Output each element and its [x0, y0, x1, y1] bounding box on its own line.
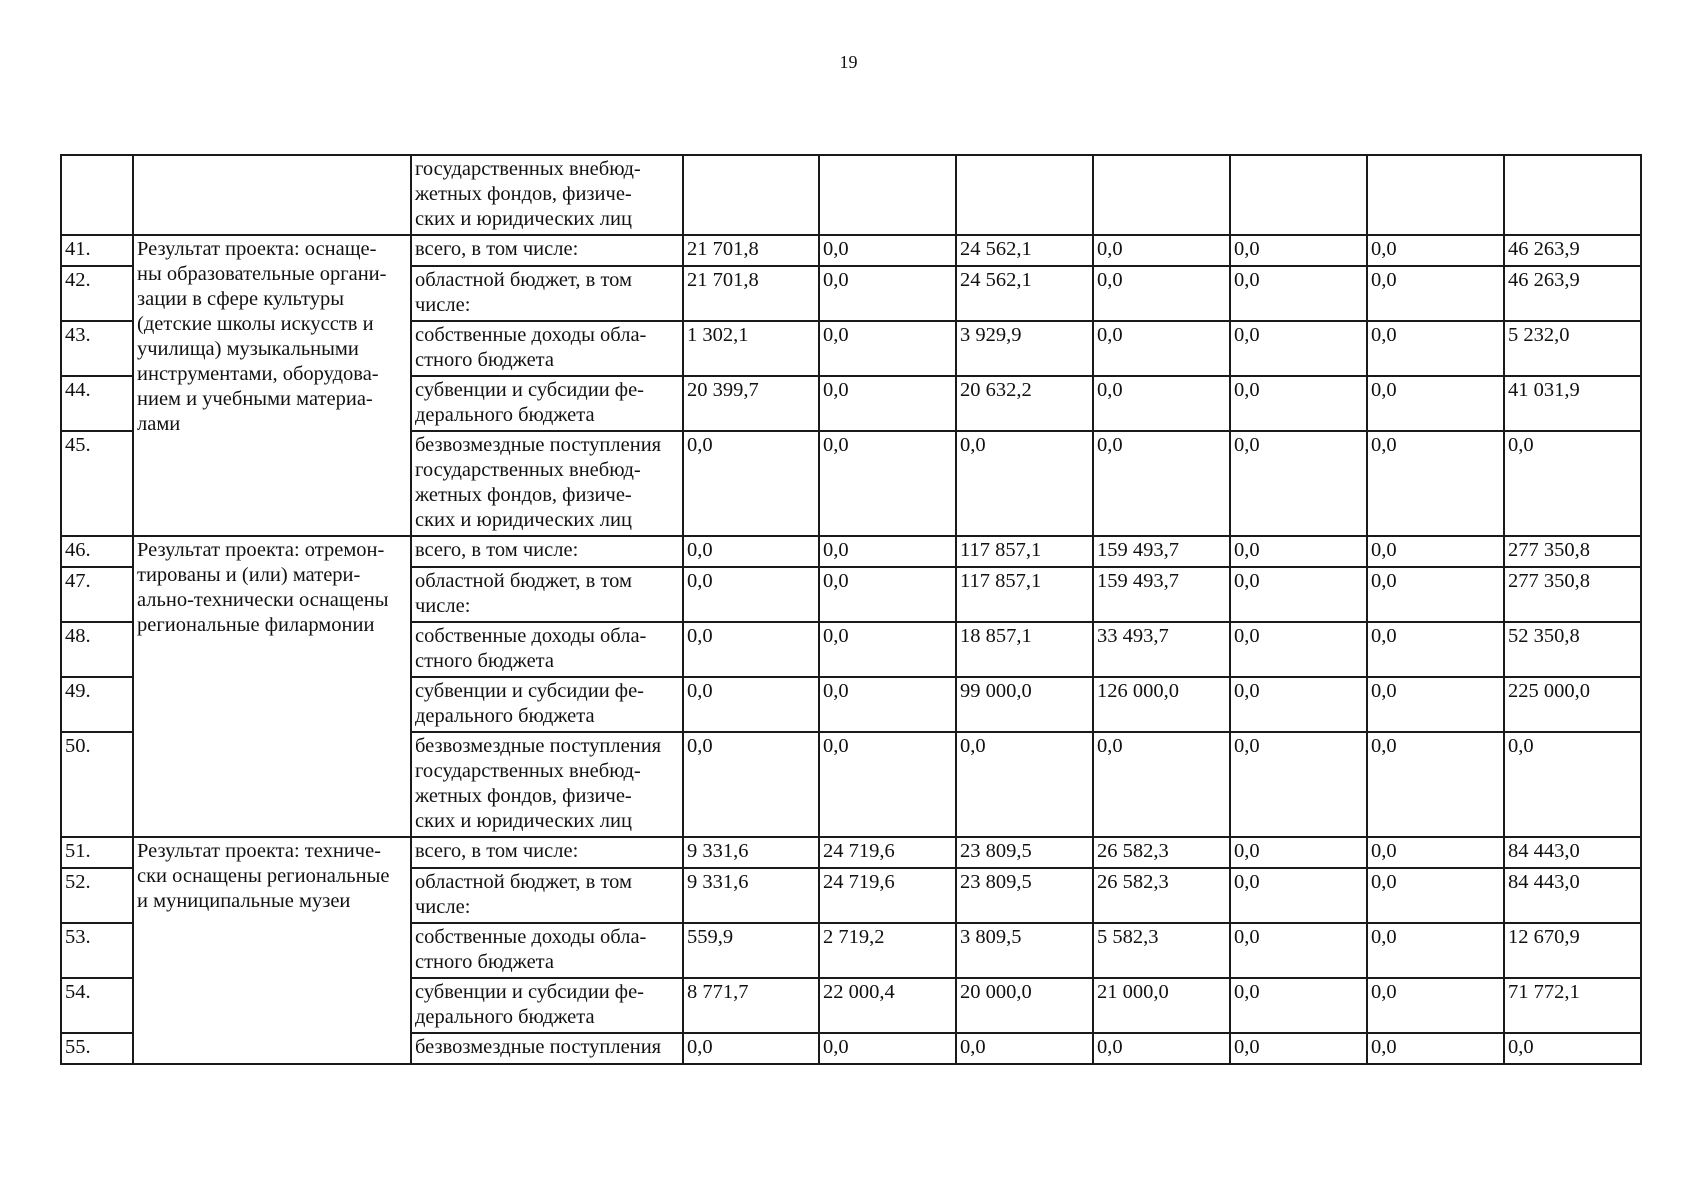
value-cell: 0,0 [1367, 732, 1504, 837]
table-row [61, 837, 1641, 868]
value-cell: 0,0 [1367, 1033, 1504, 1064]
funding-source-cell: всего, в том числе: [411, 235, 683, 266]
row-number-cell: 53. [61, 923, 133, 978]
value-cell: 0,0 [683, 536, 819, 567]
value-cell: 41 031,9 [1504, 376, 1641, 431]
value-cell: 3 809,5 [956, 923, 1093, 978]
value-cell: 0,0 [1367, 235, 1504, 266]
value-cell: 277 350,8 [1504, 536, 1641, 567]
value-cell [1504, 155, 1641, 235]
value-cell: 24 719,6 [819, 868, 956, 923]
row-number-cell: 47. [61, 567, 133, 622]
value-cell: 22 000,4 [819, 978, 956, 1033]
row-number-cell: 44. [61, 376, 133, 431]
value-cell: 0,0 [1504, 732, 1641, 837]
value-cell: 0,0 [1093, 321, 1230, 376]
value-cell: 559,9 [683, 923, 819, 978]
funding-source-cell: безвозмездные поступления государственных внебюд- жетных фондов, физиче- ских и юридических лиц [411, 431, 683, 536]
value-cell: 0,0 [1367, 837, 1504, 868]
table-row [61, 235, 1641, 266]
result-description-cell: Результат проекта: отремон- тированы и (или) матери- ально-технически оснащены региональные филармонии [133, 536, 411, 837]
value-cell: 0,0 [1230, 567, 1367, 622]
value-cell: 0,0 [1230, 1033, 1367, 1064]
value-cell: 0,0 [1367, 677, 1504, 732]
value-cell: 0,0 [1093, 266, 1230, 321]
value-cell: 0,0 [1504, 1033, 1641, 1064]
funding-source-cell: собственные доходы обла- стного бюджета [411, 622, 683, 677]
value-cell: 0,0 [683, 677, 819, 732]
value-cell: 0,0 [683, 431, 819, 536]
value-cell: 0,0 [1367, 622, 1504, 677]
value-cell: 0,0 [956, 732, 1093, 837]
value-cell: 46 263,9 [1504, 235, 1641, 266]
value-cell: 0,0 [956, 431, 1093, 536]
value-cell: 3 929,9 [956, 321, 1093, 376]
value-cell: 21 000,0 [1093, 978, 1230, 1033]
funding-source-cell: областной бюджет, в том числе: [411, 266, 683, 321]
value-cell [819, 155, 956, 235]
value-cell: 8 771,7 [683, 978, 819, 1033]
row-number-cell [61, 155, 133, 235]
value-cell: 0,0 [1093, 431, 1230, 536]
row-number-cell: 49. [61, 677, 133, 732]
value-cell: 0,0 [1230, 677, 1367, 732]
value-cell: 225 000,0 [1504, 677, 1641, 732]
value-cell: 0,0 [1367, 431, 1504, 536]
value-cell: 0,0 [1230, 235, 1367, 266]
value-cell: 21 701,8 [683, 235, 819, 266]
funding-source-cell: безвозмездные поступления государственных внебюд- жетных фондов, физиче- ских и юридических лиц [411, 732, 683, 837]
value-cell: 26 582,3 [1093, 868, 1230, 923]
row-number-cell: 52. [61, 868, 133, 923]
result-description-cell: Результат проекта: оснаще- ны образовательные органи- зации в сфере культуры (детские школы искусств и училища) музыкальными инструментами, оборудова- нием и учебными материа- лами [133, 235, 411, 536]
value-cell: 0,0 [1093, 235, 1230, 266]
row-number-cell: 55. [61, 1033, 133, 1064]
value-cell: 0,0 [1230, 732, 1367, 837]
value-cell: 0,0 [819, 1033, 956, 1064]
value-cell: 0,0 [1230, 978, 1367, 1033]
funding-source-cell: областной бюджет, в том числе: [411, 567, 683, 622]
funding-source-cell: субвенции и субсидии фе- дерального бюджета [411, 376, 683, 431]
row-number-cell: 42. [61, 266, 133, 321]
value-cell: 0,0 [1093, 376, 1230, 431]
row-number-cell: 41. [61, 235, 133, 266]
value-cell: 9 331,6 [683, 837, 819, 868]
value-cell: 46 263,9 [1504, 266, 1641, 321]
value-cell: 21 701,8 [683, 266, 819, 321]
value-cell: 0,0 [1367, 536, 1504, 567]
value-cell: 159 493,7 [1093, 536, 1230, 567]
value-cell: 0,0 [1504, 431, 1641, 536]
value-cell: 0,0 [1367, 567, 1504, 622]
value-cell: 0,0 [819, 536, 956, 567]
funding-source-cell: всего, в том числе: [411, 536, 683, 567]
funding-source-cell: безвозмездные поступления [411, 1033, 683, 1064]
value-cell: 277 350,8 [1504, 567, 1641, 622]
result-description-cell [133, 155, 411, 235]
value-cell: 0,0 [1367, 978, 1504, 1033]
table-row [61, 155, 1641, 235]
value-cell: 26 582,3 [1093, 837, 1230, 868]
table-row [61, 536, 1641, 567]
value-cell: 0,0 [683, 732, 819, 837]
value-cell [683, 155, 819, 235]
value-cell: 5 582,3 [1093, 923, 1230, 978]
value-cell: 9 331,6 [683, 868, 819, 923]
value-cell [1367, 155, 1504, 235]
value-cell: 159 493,7 [1093, 567, 1230, 622]
result-description-cell: Результат проекта: техниче- ски оснащены региональные и муниципальные музеи [133, 837, 411, 1064]
value-cell: 71 772,1 [1504, 978, 1641, 1033]
value-cell [956, 155, 1093, 235]
value-cell: 23 809,5 [956, 868, 1093, 923]
value-cell: 0,0 [819, 567, 956, 622]
row-number-cell: 51. [61, 837, 133, 868]
value-cell: 99 000,0 [956, 677, 1093, 732]
value-cell: 24 562,1 [956, 235, 1093, 266]
funding-source-cell: областной бюджет, в том числе: [411, 868, 683, 923]
value-cell: 52 350,8 [1504, 622, 1641, 677]
value-cell: 0,0 [1230, 266, 1367, 321]
value-cell: 0,0 [1367, 321, 1504, 376]
budget-table [60, 154, 1642, 1065]
value-cell: 18 857,1 [956, 622, 1093, 677]
value-cell: 23 809,5 [956, 837, 1093, 868]
value-cell: 0,0 [1230, 536, 1367, 567]
row-number-cell: 50. [61, 732, 133, 837]
budget-table-body [61, 155, 1641, 1064]
value-cell: 0,0 [1230, 868, 1367, 923]
value-cell: 0,0 [819, 321, 956, 376]
value-cell: 84 443,0 [1504, 868, 1641, 923]
value-cell: 0,0 [1230, 622, 1367, 677]
funding-source-cell: субвенции и субсидии фе- дерального бюджета [411, 677, 683, 732]
value-cell: 0,0 [1367, 868, 1504, 923]
value-cell: 20 399,7 [683, 376, 819, 431]
value-cell: 117 857,1 [956, 536, 1093, 567]
value-cell: 0,0 [819, 732, 956, 837]
funding-source-cell: государственных внебюд- жетных фондов, физиче- ских и юридических лиц [411, 155, 683, 235]
value-cell: 20 632,2 [956, 376, 1093, 431]
value-cell: 20 000,0 [956, 978, 1093, 1033]
value-cell: 0,0 [819, 266, 956, 321]
funding-source-cell: собственные доходы обла- стного бюджета [411, 321, 683, 376]
value-cell: 5 232,0 [1504, 321, 1641, 376]
value-cell: 0,0 [819, 376, 956, 431]
value-cell: 0,0 [956, 1033, 1093, 1064]
funding-source-cell: собственные доходы обла- стного бюджета [411, 923, 683, 978]
value-cell: 126 000,0 [1093, 677, 1230, 732]
page-number: 19 [839, 52, 858, 72]
value-cell: 2 719,2 [819, 923, 956, 978]
value-cell: 0,0 [819, 622, 956, 677]
row-number-cell: 45. [61, 431, 133, 536]
value-cell: 0,0 [1230, 431, 1367, 536]
value-cell: 0,0 [819, 431, 956, 536]
value-cell: 0,0 [1367, 923, 1504, 978]
value-cell: 0,0 [1230, 923, 1367, 978]
value-cell: 0,0 [1367, 376, 1504, 431]
value-cell: 0,0 [819, 677, 956, 732]
row-number-cell: 48. [61, 622, 133, 677]
value-cell: 24 562,1 [956, 266, 1093, 321]
funding-source-cell: субвенции и субсидии фе- дерального бюджета [411, 978, 683, 1033]
row-number-cell: 54. [61, 978, 133, 1033]
value-cell: 0,0 [1230, 376, 1367, 431]
value-cell: 0,0 [1230, 837, 1367, 868]
row-number-cell: 43. [61, 321, 133, 376]
value-cell: 0,0 [683, 622, 819, 677]
value-cell: 0,0 [1093, 732, 1230, 837]
value-cell: 0,0 [1367, 266, 1504, 321]
value-cell: 1 302,1 [683, 321, 819, 376]
value-cell: 12 670,9 [1504, 923, 1641, 978]
row-number-cell: 46. [61, 536, 133, 567]
value-cell [1230, 155, 1367, 235]
value-cell: 0,0 [683, 567, 819, 622]
value-cell: 0,0 [1230, 321, 1367, 376]
value-cell: 33 493,7 [1093, 622, 1230, 677]
value-cell [1093, 155, 1230, 235]
value-cell: 24 719,6 [819, 837, 956, 868]
value-cell: 0,0 [1093, 1033, 1230, 1064]
value-cell: 117 857,1 [956, 567, 1093, 622]
value-cell: 84 443,0 [1504, 837, 1641, 868]
funding-source-cell: всего, в том числе: [411, 837, 683, 868]
value-cell: 0,0 [819, 235, 956, 266]
value-cell: 0,0 [683, 1033, 819, 1064]
